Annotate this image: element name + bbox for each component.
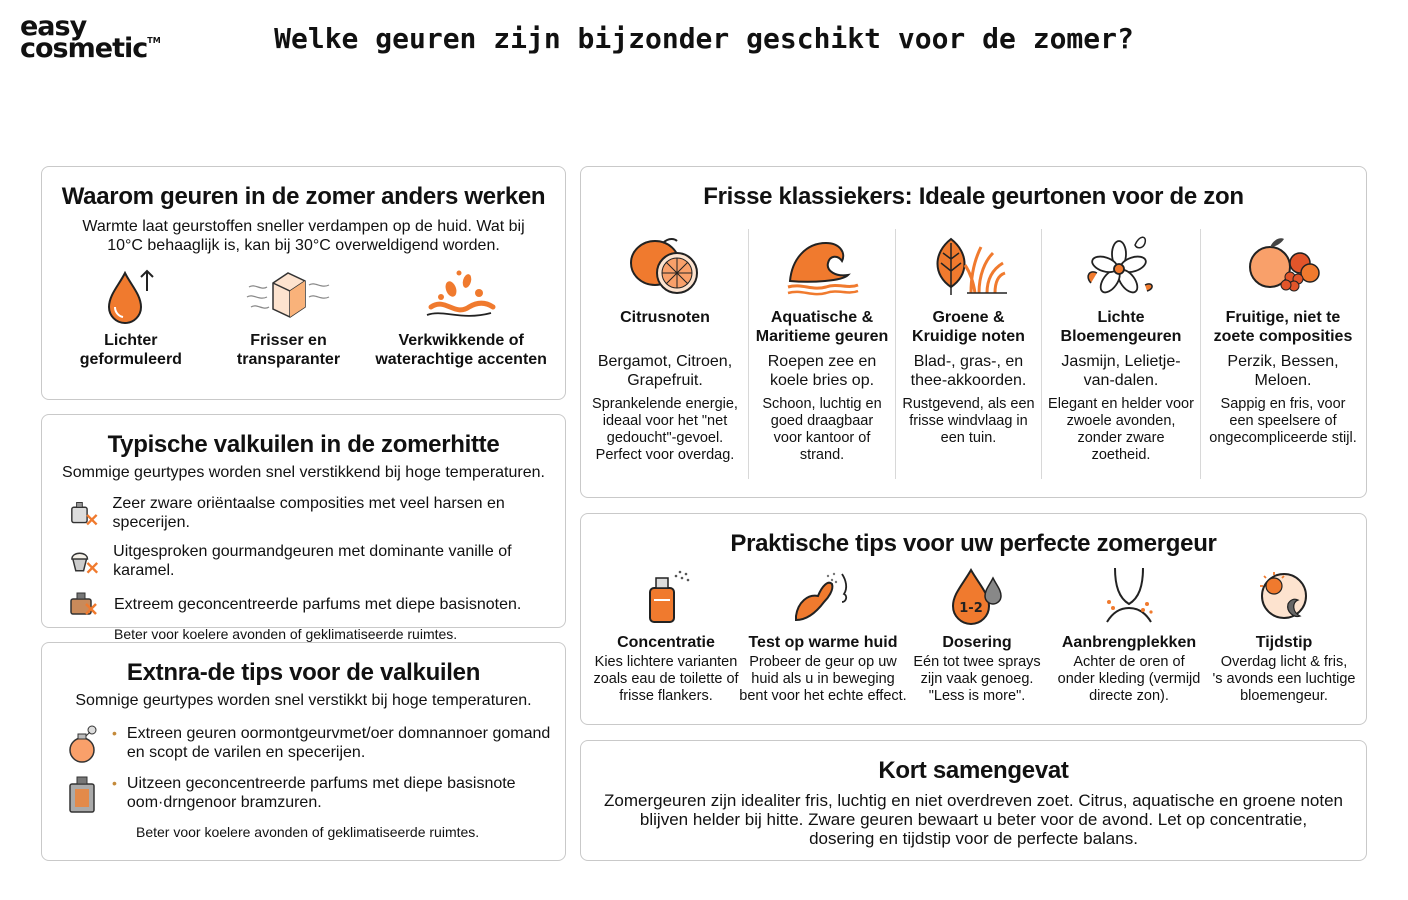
leaf-grass-icon (929, 229, 1009, 299)
name-line-1: Aquatische & (770, 309, 874, 326)
pitfalls-list (42, 494, 565, 642)
desc-line: Elegant en helder voor (1048, 396, 1194, 412)
classics-title: Frisse klassiekers: Ideale geurtonen voor de zon (703, 183, 1244, 210)
text-line-1: Uitzeen geconcentreerde parfums met diepe basisnote (126, 775, 516, 792)
pitfall-text: Uitgesproken gourmandgeuren met dominante vanille of karamel. (113, 543, 512, 579)
why-intro-line-2: 10°C behaaglijk is, kan bij 30°C overweldigend worden. (107, 237, 500, 254)
divider (748, 229, 749, 479)
summary-line: blijven helder bij hitte. Zware geuren bewaart u beter voor de avond. Let op concentratie, (639, 810, 1308, 829)
pitfall-item (68, 542, 565, 580)
tip-warm-skin (739, 566, 907, 705)
classic-citrus (587, 229, 743, 464)
classic-description (1202, 396, 1364, 447)
desc-line: Overdag licht & fris, (1220, 654, 1348, 670)
extra-tips-panel (41, 642, 566, 861)
why-item-lighter (56, 267, 206, 369)
bottle-x-icon (68, 590, 100, 618)
classic-aquatic (750, 229, 894, 464)
desc-line: Sappig en fris, voor (1220, 396, 1346, 412)
desc-line: onder kleding (vermijd (1057, 671, 1201, 687)
name-line-2: Maritieme geuren (755, 328, 889, 345)
desc-line: "Less is more". (928, 688, 1026, 704)
tip-timing (1209, 566, 1359, 705)
desc-line: Schoon, luchtig en (762, 396, 882, 412)
tip-concentration (589, 566, 743, 705)
desc-line: zwoele avonden, (1066, 413, 1176, 429)
examples-line-2: koele bries op. (769, 372, 875, 389)
classic-green (897, 229, 1040, 447)
desc-line: 's avonds een luchtige (1212, 671, 1356, 687)
desc-line: een tuin. (940, 430, 997, 446)
label-line-1: Verkwikkende of (398, 332, 524, 349)
desc-line: strand. (799, 447, 845, 463)
desc-line: frisse windvlaag in (909, 413, 1028, 429)
desc-line: Achter de oren of (1073, 654, 1185, 670)
text-line-1: Extreen geuren oormontgeurvmet/oer domnannoer gomand (126, 725, 551, 742)
name-line-1: Groene & (932, 309, 1005, 326)
desc-line: Probeer de geur op uw (749, 654, 897, 670)
pitfall-item (68, 494, 565, 532)
dosage-badge: 1-2 (959, 601, 983, 616)
desc-line: Rustgevend, als een (902, 396, 1035, 412)
examples-line-1: Blad-, gras-, en (913, 353, 1024, 370)
fruit-icon (1240, 229, 1326, 299)
divider (895, 229, 896, 479)
desc-line: zijn vaak genoeg. (920, 671, 1034, 687)
tip-description (589, 654, 743, 705)
bottle-icon (66, 774, 102, 814)
classic-description (1043, 396, 1199, 464)
label-line-2: geformuleerd (79, 351, 182, 368)
desc-line: Perfect voor overdag. (595, 447, 735, 463)
cupcake-x-icon (68, 547, 99, 575)
desc-line: gedoucht"-gevoel. (606, 430, 724, 446)
perfume-x-icon (68, 499, 99, 527)
name-line-2: Kruidige noten (912, 328, 1025, 345)
classic-floral (1043, 229, 1199, 464)
desc-line: Sprankelende energie, (592, 396, 738, 412)
tips-panel (580, 513, 1367, 725)
summary-title: Kort samengevat (878, 757, 1069, 784)
drop-up-icon (101, 267, 161, 325)
extra-tips-list (42, 724, 565, 840)
why-item-fresher-label (237, 331, 340, 369)
tip-name: Concentratie (617, 634, 715, 651)
desc-line: bent voor het echte effect. (739, 688, 907, 704)
logo-trademark: TM (147, 36, 161, 46)
desc-line: zonder zware (1077, 430, 1165, 446)
classic-examples (750, 352, 894, 390)
extra-tip-text (127, 724, 550, 762)
pitfalls-note: Beter voor koelere avonden of geklimatiseerde ruimtes. (114, 626, 458, 642)
pitfall-text: Zeer zware oriëntaalse composities met veel harsen en specerijen. (112, 495, 505, 531)
classic-name (587, 308, 743, 346)
classic-name (750, 308, 894, 346)
examples-line-2: Grapefruit. (627, 372, 703, 389)
pitfalls-intro: Sommige geurtypes worden snel verstikkend bij hoge temperaturen. (62, 464, 545, 481)
tip-application-spots (1051, 566, 1207, 705)
tip-name: Aanbrengplekken (1061, 634, 1197, 651)
name-line-2: Bloemengeuren (1060, 328, 1182, 345)
desc-line: goed draagbaar (770, 413, 874, 429)
classic-description (750, 396, 894, 464)
why-item-refreshing-label (375, 331, 547, 369)
classic-examples (1202, 352, 1364, 390)
page-title: Welke geuren zijn bijzonder geschikt voor de zomer? (274, 22, 1134, 55)
classic-description (897, 396, 1040, 447)
extra-tips-intro: Somnige geurtypes worden snel verstikkt bij hoge temperaturen. (75, 692, 532, 709)
bullet-dot: • (112, 725, 117, 741)
atomizer-icon (66, 724, 102, 764)
citrus-icon (625, 229, 705, 299)
desc-line: huid als u in beweging (751, 671, 895, 687)
tip-dosage (907, 566, 1047, 705)
label-line-1: Frisser en (250, 332, 327, 349)
desc-line: ongecompliceerde stijl. (1209, 430, 1357, 446)
name-line-1: Fruitige, niet te (1225, 309, 1341, 326)
classic-examples (1043, 352, 1199, 390)
drops-icon (947, 566, 1007, 626)
extra-tips-title: Extnra-de tips voor de valkuilen (126, 659, 481, 686)
classic-examples (897, 352, 1040, 390)
extra-tips-note: Beter voor koelere avonden of geklimatiseerde ruimtes. (136, 824, 480, 840)
why-icon-row (42, 267, 565, 369)
classic-examples (587, 352, 743, 390)
extra-tip-item (66, 774, 565, 814)
why-intro (42, 217, 565, 255)
tip-name: Test op warme huid (748, 634, 898, 651)
classic-fruity (1202, 229, 1364, 447)
label-line-2: waterachtige accenten (375, 351, 547, 368)
tip-description (1209, 654, 1359, 705)
splash-icon (421, 267, 501, 325)
label-line-1: Lichter (104, 332, 158, 349)
classic-name (1202, 308, 1364, 346)
text-line-2: oom·drngenoor bramzuren. (126, 794, 322, 811)
spray-bottle-icon (636, 566, 696, 626)
cube-icon (243, 267, 333, 325)
pitfall-item (68, 590, 565, 618)
examples-line-1: Perzik, Bessen, (1227, 353, 1339, 370)
summary-line: dosering en tijdstip voor de perfecte balans. (809, 829, 1138, 848)
summary-panel (580, 740, 1367, 861)
desc-line: Kies lichtere varianten (594, 654, 738, 670)
tip-description (1051, 654, 1207, 705)
examples-line-2: Meloen. (1254, 372, 1312, 389)
extra-tip-text (127, 774, 516, 812)
desc-line: ideaal voor het "net (602, 413, 728, 429)
tip-name: Tijdstip (1255, 634, 1313, 651)
classic-description (587, 396, 743, 464)
tip-description (739, 654, 907, 705)
summary-text (581, 791, 1366, 848)
classic-name (897, 308, 1040, 346)
pitfall-text: Extreem geconcentreerde parfums met diepe basisnoten. (114, 595, 522, 613)
wave-icon (782, 229, 862, 299)
examples-line-1: Bergamot, Citroen, (597, 353, 733, 370)
classic-name (1043, 308, 1199, 346)
desc-line: bloemengeur. (1240, 688, 1328, 704)
text-line-2: en scopt de varilen en specerijen. (126, 744, 366, 761)
examples-line-1: Roepen zee en (767, 353, 877, 370)
tip-name: Dosering (942, 634, 1012, 651)
summary-line: Zomergeuren zijn idealiter fris, luchtig en niet overdreven zoet. Citrus, aquatische en groene noten (604, 791, 1343, 810)
desc-line: directe zon). (1089, 688, 1169, 704)
logo-wordmark: cosmetic (20, 33, 148, 65)
examples-line-2: van-dalen. (1083, 372, 1159, 389)
desc-line: voor kantoor of (773, 430, 871, 446)
pitfalls-title: Typische valkuilen in de zomerhitte (107, 431, 500, 458)
examples-line-2: thee-akkoorden. (910, 372, 1027, 389)
why-item-fresher (213, 267, 363, 369)
extra-tip-item (66, 724, 565, 764)
why-item-lighter-label (80, 331, 182, 369)
why-intro-line-1: Warmte laat geurstoffen sneller verdampen op de huid. Wat bij (82, 218, 525, 235)
desc-line: frisse flankers. (619, 688, 713, 704)
flower-icon (1081, 229, 1161, 299)
name-line-2: zoete composities (1213, 328, 1353, 345)
tips-title: Praktische tips voor uw perfecte zomergeur (730, 530, 1217, 557)
tip-description (907, 654, 1047, 705)
desc-line: zoals eau de toilette of (593, 671, 739, 687)
label-line-2: transparanter (236, 351, 341, 368)
divider (1200, 229, 1201, 479)
desc-line: een speelsere of (1229, 413, 1337, 429)
pitfalls-panel (41, 414, 566, 642)
desc-line: zoetheid. (1091, 447, 1151, 463)
arm-spray-icon (788, 566, 858, 626)
why-title: Waarom geuren in de zomer anders werken (61, 183, 546, 210)
why-panel (41, 166, 566, 400)
name-line-1: Lichte (1097, 309, 1145, 326)
neck-icon (1099, 566, 1159, 626)
sun-moon-icon (1252, 566, 1316, 626)
logo-line-1: easy (20, 11, 87, 42)
bullet-dot: • (112, 775, 117, 791)
why-item-refreshing (371, 267, 551, 369)
desc-line: Eén tot twee sprays (913, 654, 1041, 670)
examples-line-1: Jasmijn, Lelietje- (1061, 353, 1181, 370)
divider (1041, 229, 1042, 479)
classics-panel (580, 166, 1367, 498)
name-line-1: Citrusnoten (620, 309, 710, 326)
